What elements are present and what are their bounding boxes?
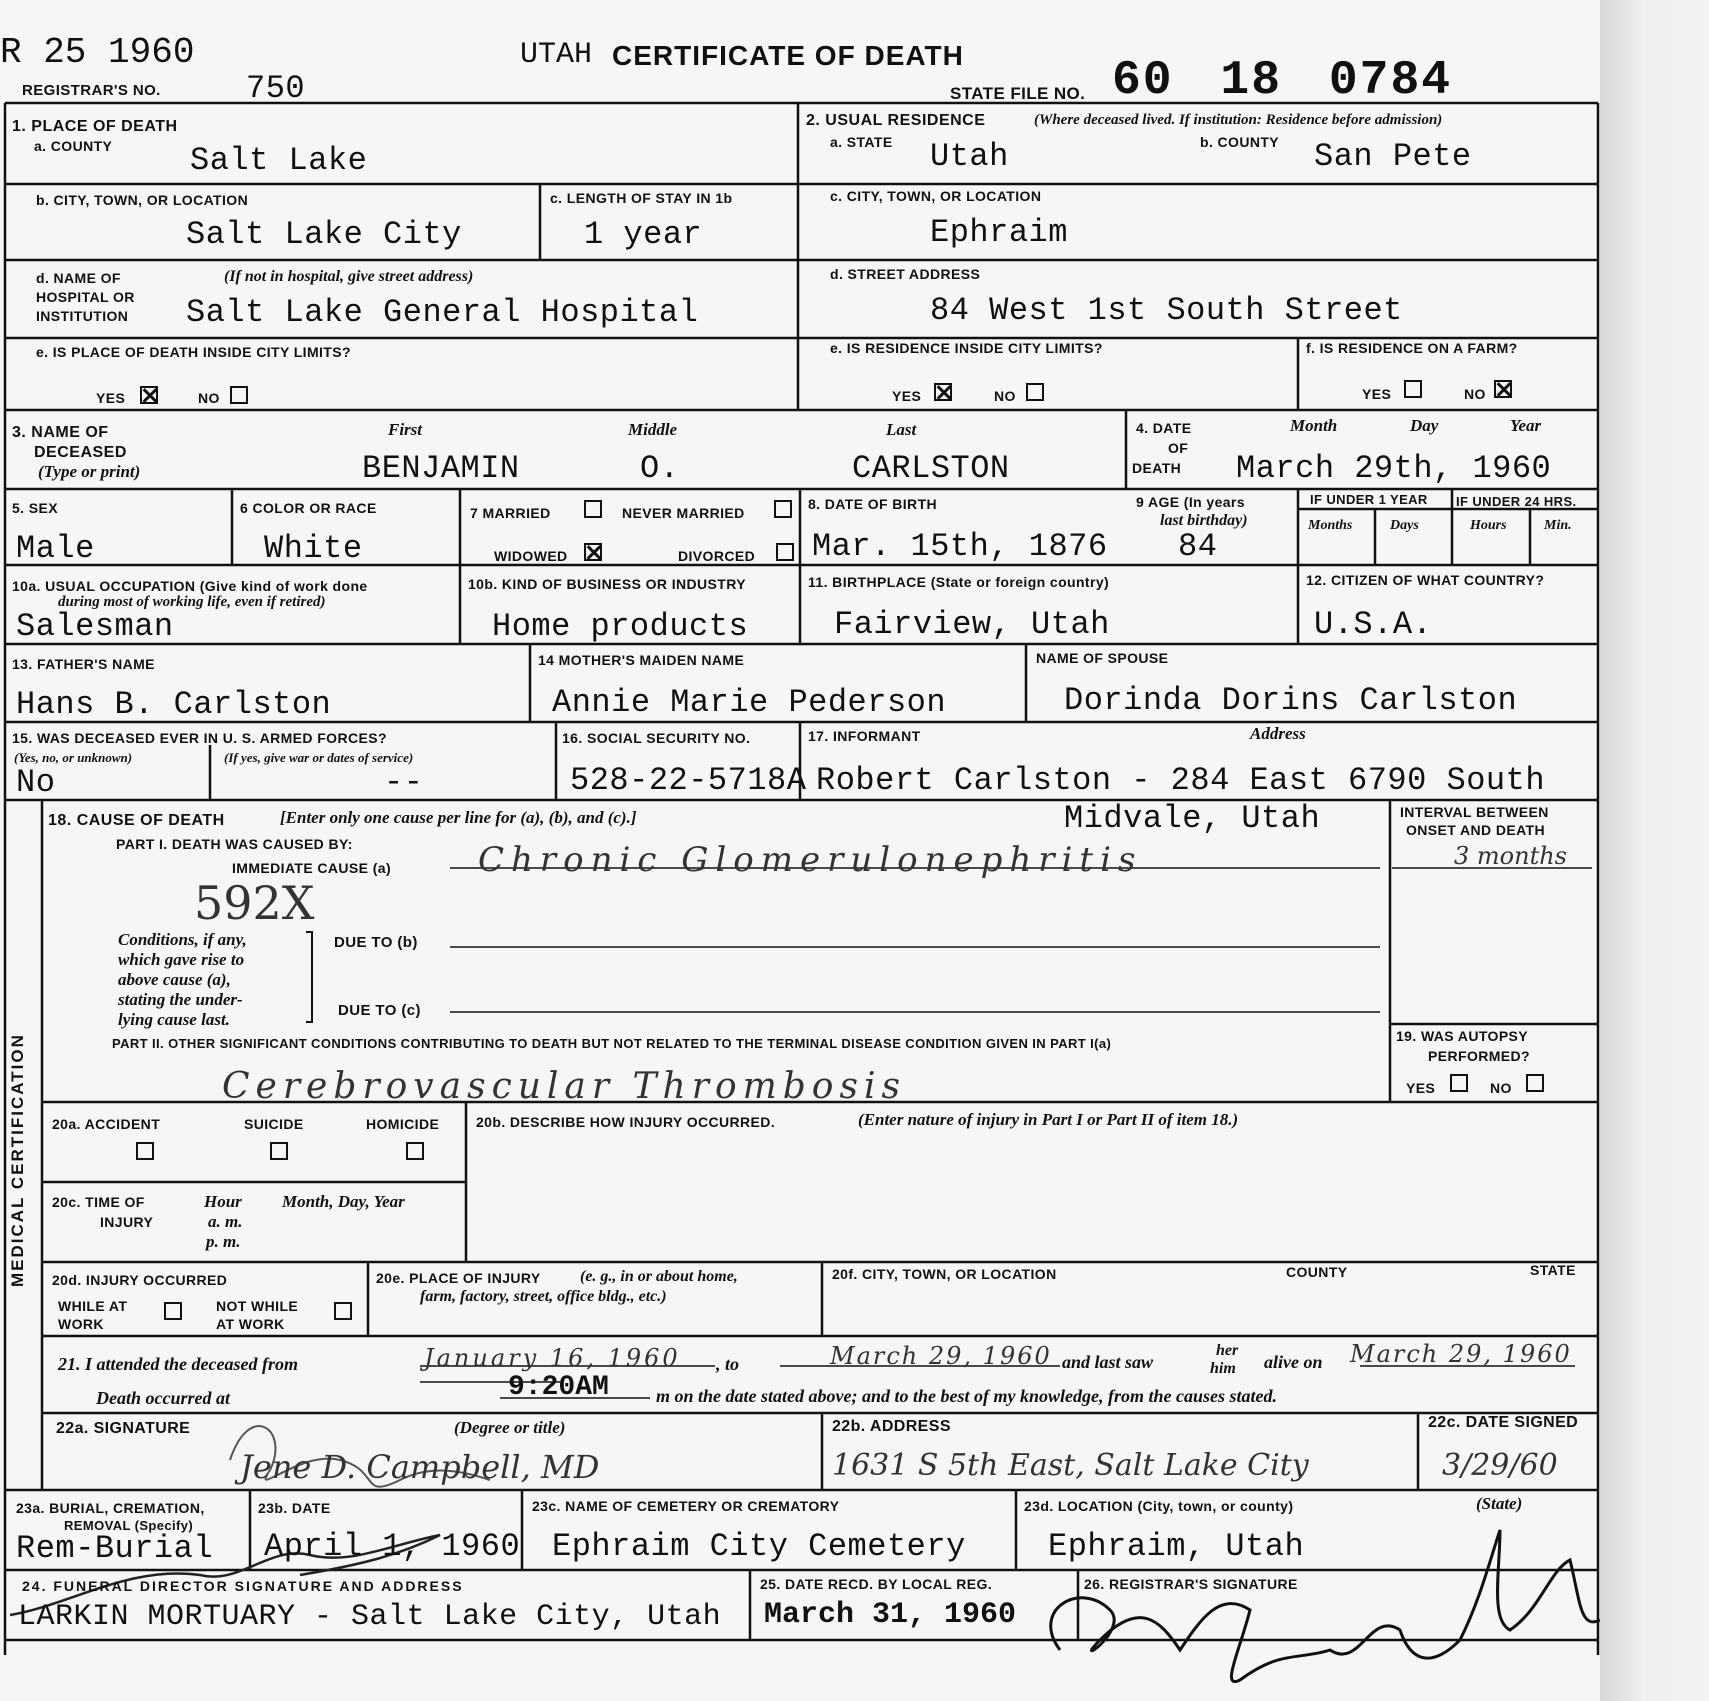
middle-name: O. xyxy=(640,450,680,487)
conditions-note-2: which gave rise to xyxy=(118,950,245,969)
time-of-injury-label-1: 20c. TIME OF xyxy=(52,1194,145,1210)
armed-forces-sub-1: (Yes, no, or unknown) xyxy=(14,750,133,765)
place-of-injury-label: 20e. PLACE OF INJURY xyxy=(376,1270,541,1286)
mother-label: 14 MOTHER'S MAIDEN NAME xyxy=(538,652,745,668)
diagnosis-code: 592X xyxy=(194,876,315,930)
conditions-note-5: lying cause last. xyxy=(118,1010,230,1029)
autopsy-no-checkbox[interactable] xyxy=(1526,1074,1544,1092)
residence-county-label: b. COUNTY xyxy=(1200,134,1280,150)
divorced-label: DIVORCED xyxy=(678,548,756,564)
informant-city: Midvale, Utah xyxy=(1064,800,1321,837)
disposition: Rem-Burial xyxy=(16,1530,214,1567)
autopsy-label-2: PERFORMED? xyxy=(1428,1048,1530,1064)
armed-forces-label: 15. WAS DECEASED EVER IN U. S. ARMED FORCES? xyxy=(12,730,387,746)
homicide-checkbox[interactable] xyxy=(406,1142,424,1160)
while-at-work-label-2: WORK xyxy=(58,1316,104,1332)
first-name-label: First xyxy=(388,420,423,439)
place-of-injury-note-2: farm, factory, street, office bldg., etc.) xyxy=(420,1288,667,1305)
autopsy-label-1: 19. WAS AUTOPSY xyxy=(1396,1028,1529,1044)
part-2-label: PART II. OTHER SIGNIFICANT CONDITIONS CONTRIBUTING TO DEATH BUT NOT RELATED TO THE TERMINAL DISEASE CONDITION GIVEN IN PART I(a) xyxy=(112,1036,1112,1051)
month-day-year-label: Month, Day, Year xyxy=(282,1192,405,1211)
registrar-signature-label: 26. REGISTRAR'S SIGNATURE xyxy=(1084,1576,1298,1592)
sex: Male xyxy=(16,530,95,567)
suicide-label: SUICIDE xyxy=(244,1116,304,1132)
describe-injury-label: 20b. DESCRIBE HOW INJURY OCCURRED. xyxy=(476,1114,776,1130)
pm-label: p. m. xyxy=(206,1232,241,1251)
death-county-label: a. COUNTY xyxy=(34,138,113,154)
funeral-director: LARKIN MORTUARY - Salt Lake City, Utah xyxy=(18,1600,722,1634)
date-of-death: March 29th, 1960 xyxy=(1236,450,1552,487)
due-to-b-label: DUE TO (b) xyxy=(334,934,418,951)
spouse-label: NAME OF SPOUSE xyxy=(1036,650,1169,666)
date-received: March 31, 1960 xyxy=(764,1598,1017,1632)
armed-forces-sub-2: (If yes, give war or dates of service) xyxy=(224,750,414,765)
received-stamp: R 25 1960 xyxy=(0,32,195,73)
due-to-c-label: DUE TO (c) xyxy=(338,1002,421,1019)
accident-label: 20a. ACCIDENT xyxy=(52,1116,161,1132)
length-of-stay: 1 year xyxy=(584,216,703,253)
divorced-checkbox[interactable] xyxy=(776,543,794,561)
residence-label: 2. USUAL RESIDENCE xyxy=(806,112,986,129)
farm-no-label: NO xyxy=(1464,386,1486,402)
alive-on-date: March 29, 1960 xyxy=(1350,1340,1572,1368)
day-label: Day xyxy=(1410,416,1439,435)
registrar-number-label: REGISTRAR'S NO. xyxy=(22,82,161,99)
hospital-name: Salt Lake General Hospital xyxy=(186,294,699,331)
residence-inside-no-checkbox[interactable] xyxy=(1026,383,1044,401)
residence-state: Utah xyxy=(930,138,1009,175)
residence-inside-no-label: NO xyxy=(994,388,1016,404)
residence-inside-city-label: e. IS RESIDENCE INSIDE CITY LIMITS? xyxy=(830,340,1103,356)
armed-forces-dates: -- xyxy=(384,764,424,801)
date-of-death-label-2: OF xyxy=(1168,440,1189,456)
informant-label: 17. INFORMANT xyxy=(808,728,921,744)
death-inside-no-checkbox[interactable] xyxy=(230,386,248,404)
place-of-injury-note-1: (e. g., in or about home, xyxy=(580,1268,738,1285)
business-label: 10b. KIND OF BUSINESS OR INDUSTRY xyxy=(468,576,746,592)
deceased-label-2: DECEASED xyxy=(34,444,127,461)
armed-forces: No xyxy=(16,764,56,801)
physician-address-label: 22b. ADDRESS xyxy=(832,1418,951,1435)
physician-signature: Jene D. Campbell, MD xyxy=(240,1448,600,1486)
part-1-label: PART I. DEATH WAS CAUSED BY: xyxy=(116,836,353,852)
residence-state-label: a. STATE xyxy=(830,134,893,150)
death-city: Salt Lake City xyxy=(186,216,462,253)
while-at-work-label-1: WHILE AT xyxy=(58,1298,128,1314)
date-of-death-label-3: DEATH xyxy=(1132,460,1182,476)
residence-inside-yes-label: YES xyxy=(892,388,922,404)
under-24-hours-label: IF UNDER 24 HRS. xyxy=(1456,494,1577,509)
residence-city-label: c. CITY, TOWN, OR LOCATION xyxy=(830,188,1042,204)
signature-label: 22a. SIGNATURE xyxy=(56,1420,191,1437)
days-label: Days xyxy=(1390,518,1419,533)
page-edge xyxy=(1600,0,1709,1701)
year-label: Year xyxy=(1510,416,1542,435)
last-name: CARLSTON xyxy=(852,450,1010,487)
married-checkbox[interactable] xyxy=(584,500,602,518)
conditions-note-4: stating the under- xyxy=(118,990,243,1009)
farm-yes-label: YES xyxy=(1362,386,1392,402)
farm-no-checkbox[interactable] xyxy=(1494,380,1512,398)
accident-checkbox[interactable] xyxy=(136,1142,154,1160)
min-label: Min. xyxy=(1544,518,1572,533)
date-of-birth: Mar. 15th, 1876 xyxy=(812,528,1108,565)
cause-of-death-note: [Enter only one cause per line for (a), (b), and (c).] xyxy=(280,808,637,827)
age-label-2: last birthday) xyxy=(1160,512,1248,529)
social-security-number: 528-22-5718A xyxy=(570,762,807,799)
attended-label: 21. I attended the deceased from xyxy=(58,1354,298,1374)
burial-date-label: 23b. DATE xyxy=(258,1500,331,1516)
residence-county: San Pete xyxy=(1314,138,1472,175)
farm-label: f. IS RESIDENCE ON A FARM? xyxy=(1306,340,1518,356)
age-label-1: 9 AGE (In years xyxy=(1136,494,1245,510)
injury-county-label: COUNTY xyxy=(1286,1264,1348,1280)
certificate-title: CERTIFICATE OF DEATH xyxy=(612,40,964,71)
title-state: UTAH xyxy=(520,38,593,72)
death-inside-yes-label: YES xyxy=(96,390,126,406)
hours-label: Hours xyxy=(1470,518,1507,533)
death-occurred-label: Death occurred at xyxy=(96,1388,230,1408)
month-label: Month xyxy=(1290,416,1338,435)
date-signed-label: 22c. DATE SIGNED xyxy=(1428,1414,1579,1431)
am-label: a. m. xyxy=(208,1212,243,1231)
hospital-note: (If not in hospital, give street address) xyxy=(224,268,474,285)
farm-yes-checkbox[interactable] xyxy=(1404,380,1422,398)
father-name: Hans B. Carlston xyxy=(16,686,332,723)
informant: Robert Carlston - 284 East 6790 South xyxy=(816,762,1546,799)
hospital-label-1: d. NAME OF xyxy=(36,270,121,286)
time-of-death: 9:20AM xyxy=(508,1372,609,1403)
ssn-label: 16. SOCIAL SECURITY NO. xyxy=(562,730,751,746)
middle-name-label: Middle xyxy=(628,420,678,439)
date-received-label: 25. DATE RECD. BY LOCAL REG. xyxy=(760,1576,993,1592)
cemetery-label: 23c. NAME OF CEMETERY OR CREMATORY xyxy=(532,1498,840,1514)
medical-certification-label: MEDICAL CERTIFICATION xyxy=(8,1033,27,1287)
suicide-checkbox[interactable] xyxy=(270,1142,288,1160)
residence-inside-yes-checkbox[interactable] xyxy=(934,383,952,401)
interval-label-2: ONSET AND DEATH xyxy=(1406,822,1545,838)
hour-label: Hour xyxy=(204,1192,242,1211)
degree-label: (Degree or title) xyxy=(454,1418,566,1437)
months-label: Months xyxy=(1308,518,1353,533)
residence-street: 84 West 1st South Street xyxy=(930,292,1403,329)
interval: 3 months xyxy=(1454,842,1567,870)
injury-state-label: STATE xyxy=(1530,1262,1576,1278)
state-file-number: 60 18 0784 xyxy=(1112,54,1453,108)
cemetery-location: Ephraim, Utah xyxy=(1048,1528,1305,1565)
never-married-checkbox[interactable] xyxy=(774,500,792,518)
mother-name: Annie Marie Pederson xyxy=(552,684,947,721)
length-of-stay-label: c. LENGTH OF STAY IN 1b xyxy=(550,190,733,206)
alive-on-label: alive on xyxy=(1264,1352,1323,1372)
informant-address-label: Address xyxy=(1250,724,1306,743)
kind-of-business: Home products xyxy=(492,608,749,645)
race: White xyxy=(264,530,363,567)
autopsy-yes-label: YES xyxy=(1406,1080,1436,1096)
registrar-number: 750 xyxy=(246,70,306,107)
immediate-cause-label: IMMEDIATE CAUSE (a) xyxy=(232,860,392,876)
death-inside-no-label: NO xyxy=(198,390,220,406)
conditions-note-3: above cause (a), xyxy=(118,970,231,989)
not-at-work-label-1: NOT WHILE xyxy=(216,1298,299,1314)
funeral-director-label: 24. FUNERAL DIRECTOR SIGNATURE AND ADDRESS xyxy=(22,1578,464,1594)
immediate-cause: Chronic Glomerulonephritis xyxy=(478,840,1143,880)
autopsy-yes-checkbox[interactable] xyxy=(1450,1074,1468,1092)
attended-to: March 29, 1960 xyxy=(830,1342,1052,1370)
cemetery-location-label: 23d. LOCATION (City, town, or county) xyxy=(1024,1498,1294,1514)
residence-city: Ephraim xyxy=(930,214,1068,251)
residence-street-label: d. STREET ADDRESS xyxy=(830,266,981,282)
death-county: Salt Lake xyxy=(190,142,368,179)
spouse-name: Dorinda Dorins Carlston xyxy=(1064,682,1518,719)
death-city-label: b. CITY, TOWN, OR LOCATION xyxy=(36,192,249,208)
attended-to-label: , to xyxy=(716,1354,740,1374)
citizenship: U.S.A. xyxy=(1314,606,1433,643)
birthplace-label: 11. BIRTHPLACE (State or foreign country) xyxy=(808,574,1110,590)
part-2-conditions: Cerebrovascular Thrombosis xyxy=(222,1066,906,1107)
burial-label-2: REMOVAL (Specify) xyxy=(64,1518,194,1533)
injury-occurred-label: 20d. INJURY OCCURRED xyxy=(52,1272,228,1288)
usual-occupation: Salesman xyxy=(16,608,174,645)
never-married-label: NEVER MARRIED xyxy=(622,505,745,521)
birthplace: Fairview, Utah xyxy=(834,606,1110,643)
hospital-label-3: INSTITUTION xyxy=(36,308,129,324)
physician-address: 1631 S 5th East, Salt Lake City xyxy=(832,1448,1309,1483)
injury-city-label: 20f. CITY, TOWN, OR LOCATION xyxy=(832,1266,1057,1282)
occupation-label-1: 10a. USUAL OCCUPATION (Give kind of work done xyxy=(12,578,368,594)
death-inside-city-label: e. IS PLACE OF DEATH INSIDE CITY LIMITS? xyxy=(36,344,351,360)
deceased-label-3: (Type or print) xyxy=(38,462,141,481)
residence-note: (Where deceased lived. If institution: Residence before admission) xyxy=(1034,112,1443,128)
father-label: 13. FATHER'S NAME xyxy=(12,656,155,672)
time-of-injury-label-2: INJURY xyxy=(100,1214,154,1230)
while-at-work-checkbox[interactable] xyxy=(164,1302,182,1320)
last-saw-label: and last saw xyxy=(1062,1352,1154,1372)
date-of-birth-label: 8. DATE OF BIRTH xyxy=(808,496,938,512)
widowed-label: WIDOWED xyxy=(494,548,568,564)
married-label: 7 MARRIED xyxy=(470,505,551,521)
knowledge-statement: m on the date stated above; and to the best of my knowledge, from the causes stated. xyxy=(656,1386,1277,1406)
cemetery-state-label: (State) xyxy=(1476,1494,1523,1513)
burial-date: April 1, 1960 xyxy=(264,1528,521,1565)
interval-label-1: INTERVAL BETWEEN xyxy=(1400,804,1549,820)
death-inside-yes-checkbox[interactable] xyxy=(140,386,158,404)
state-file-label: STATE FILE NO. xyxy=(950,84,1086,103)
burial-label-1: 23a. BURIAL, CREMATION, xyxy=(16,1500,205,1516)
date-of-death-label-1: 4. DATE xyxy=(1136,420,1192,436)
under-1-year-label: IF UNDER 1 YEAR xyxy=(1310,492,1428,507)
sex-label: 5. SEX xyxy=(12,500,58,516)
date-signed: 3/29/60 xyxy=(1442,1448,1558,1483)
occupation-label-2: during most of working life, even if retired) xyxy=(58,594,326,610)
attended-from: January 16, 1960 xyxy=(424,1344,681,1372)
widowed-checkbox[interactable] xyxy=(584,543,602,561)
first-name: BENJAMIN xyxy=(362,450,520,487)
age: 84 xyxy=(1178,528,1218,565)
her-label: her xyxy=(1216,1342,1239,1359)
not-at-work-checkbox[interactable] xyxy=(334,1302,352,1320)
place-of-death-label: 1. PLACE OF DEATH xyxy=(12,118,178,135)
describe-injury-note: (Enter nature of injury in Part I or Part II of item 18.) xyxy=(858,1110,1239,1129)
homicide-label: HOMICIDE xyxy=(366,1116,440,1132)
last-name-label: Last xyxy=(886,420,917,439)
deceased-label-1: 3. NAME OF xyxy=(12,424,109,441)
cause-of-death-label: 18. CAUSE OF DEATH xyxy=(48,812,225,829)
conditions-note-1: Conditions, if any, xyxy=(118,930,247,949)
hospital-label-2: HOSPITAL OR xyxy=(36,289,135,305)
him-label: him xyxy=(1210,1360,1236,1377)
autopsy-no-label: NO xyxy=(1490,1080,1512,1096)
race-label: 6 COLOR OR RACE xyxy=(240,500,377,516)
not-at-work-label-2: AT WORK xyxy=(216,1316,285,1332)
cemetery-name: Ephraim City Cemetery xyxy=(552,1528,966,1565)
citizen-label: 12. CITIZEN OF WHAT COUNTRY? xyxy=(1306,572,1545,588)
